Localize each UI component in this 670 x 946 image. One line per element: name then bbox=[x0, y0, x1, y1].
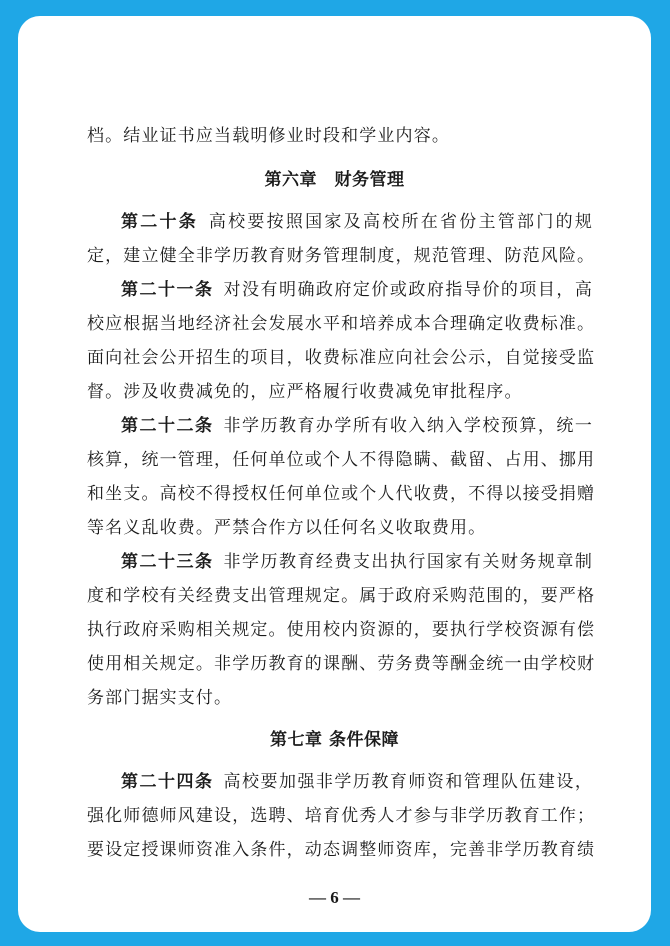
paragraph-line: 度和学校有关经费支出管理规定。属于政府采购范围的，要严格 bbox=[87, 586, 596, 606]
article-text: 非学历教育办学所有收入纳入学校预算，统一 bbox=[223, 416, 593, 436]
paragraph-line: 强化师德师风建设，选聘、培育优秀人才参与非学历教育工作； bbox=[87, 806, 596, 826]
chapter-heading: 第七章 条件保障 bbox=[270, 730, 399, 750]
paragraph-line: 要设定授课师资准入条件，动态调整师资库，完善非学历教育绩 bbox=[87, 840, 596, 860]
paragraph-line: 和坐支。高校不得授权任何单位或个人代收费，不得以接受捐赠 bbox=[87, 484, 596, 504]
paragraph-line: 定，建立健全非学历教育财务管理制度，规范管理、防范风险。 bbox=[87, 246, 596, 266]
article-24 bbox=[121, 770, 593, 794]
page-number: — 6 — bbox=[309, 888, 360, 907]
paragraph-line: 使用相关规定。非学历教育的课酬、劳务费等酬金统一由学校财 bbox=[87, 654, 596, 674]
article-20 bbox=[121, 210, 593, 234]
article-label: 第二十三条 bbox=[121, 552, 214, 572]
article-label: 第二十一条 bbox=[121, 280, 214, 300]
article-text: 高校要加强非学历教育师资和管理队伍建设， bbox=[223, 772, 593, 792]
paragraph-line: 督。涉及收费减免的，应严格履行收费减免审批程序。 bbox=[87, 382, 523, 402]
paragraph-line: 档。结业证书应当载明修业时段和学业内容。 bbox=[87, 126, 450, 146]
article-label: 第二十二条 bbox=[121, 416, 214, 436]
article-text: 非学历教育经费支出执行国家有关财务规章制 bbox=[223, 552, 593, 572]
article-label: 第二十条 bbox=[121, 212, 199, 232]
article-22 bbox=[121, 414, 593, 438]
paragraph-line: 执行政府采购相关规定。使用校内资源的，要执行学校资源有偿 bbox=[87, 620, 596, 640]
paragraph-line: 务部门据实支付。 bbox=[87, 688, 233, 708]
paragraph-line: 等名义乱收费。严禁合作方以任何名义收取费用。 bbox=[87, 518, 487, 538]
article-21 bbox=[121, 278, 593, 302]
paragraph-line: 校应根据当地经济社会发展水平和培养成本合理确定收费标准。 bbox=[87, 314, 596, 334]
paragraph-line: 面向社会公开招生的项目，收费标准应向社会公示，自觉接受监 bbox=[87, 348, 596, 368]
document-page bbox=[18, 16, 651, 932]
chapter-heading: 第六章 财务管理 bbox=[264, 170, 405, 190]
article-text: 对没有明确政府定价或政府指导价的项目，高 bbox=[223, 280, 593, 300]
article-23 bbox=[121, 550, 593, 574]
paragraph-line: 核算，统一管理，任何单位或个人不得隐瞒、截留、占用、挪用 bbox=[87, 450, 596, 470]
article-label: 第二十四条 bbox=[121, 772, 214, 792]
article-text: 高校要按照国家及高校所在省份主管部门的规 bbox=[207, 212, 593, 232]
